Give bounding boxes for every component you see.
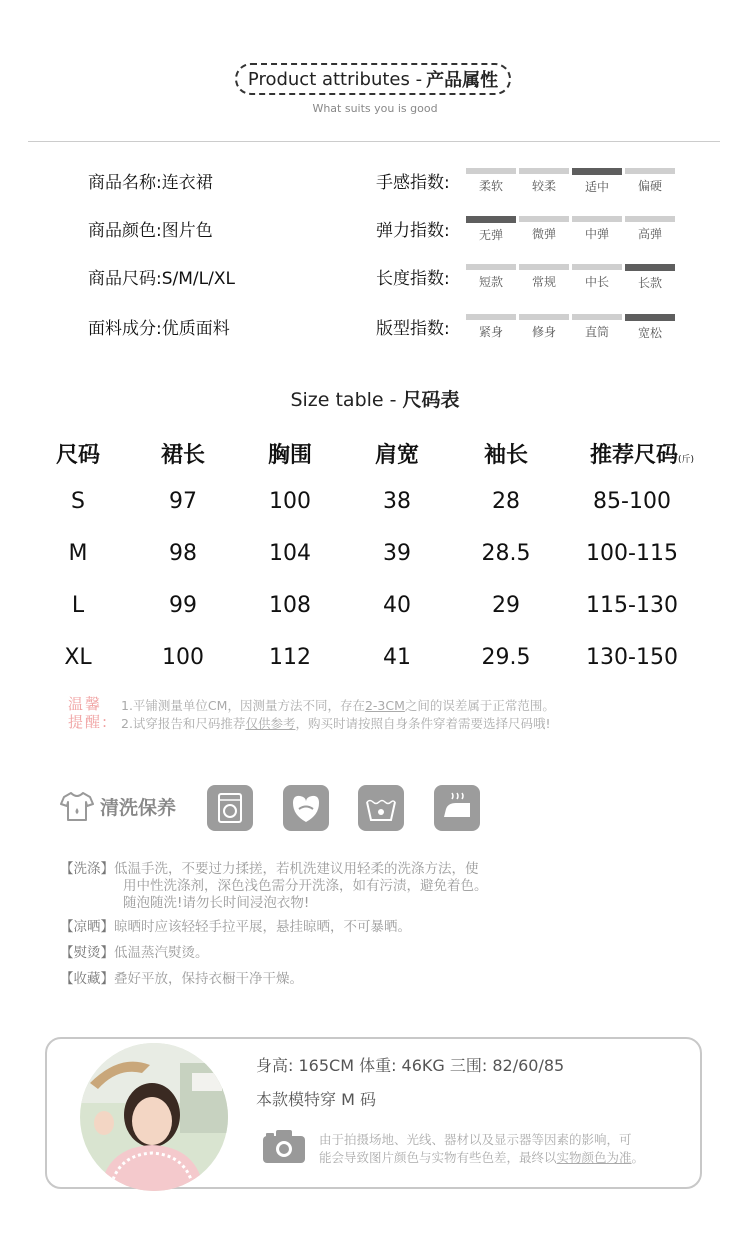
table-cell: 108 xyxy=(269,593,311,618)
care-iron-line xyxy=(60,941,209,961)
scale-bar xyxy=(572,314,622,320)
scale-option xyxy=(625,216,675,242)
tip-line-2 xyxy=(121,714,550,732)
tip-text: ，购买时请按照自身条件穿着需要选择尺码哦! xyxy=(295,716,551,731)
iron-icon xyxy=(434,785,480,831)
scale-bar xyxy=(519,216,569,222)
scale-option-label: 柔软 xyxy=(478,179,503,193)
table-cell: 100-115 xyxy=(586,541,678,566)
care-wash-line-3: 随泡随洗!请勿长时间浸泡衣物! xyxy=(123,895,310,911)
table-cell: 100 xyxy=(162,645,204,670)
table-cell: 115-130 xyxy=(586,593,678,618)
table-cell: 40 xyxy=(383,593,411,618)
scale-option-label: 高弹 xyxy=(637,227,662,241)
scale-option xyxy=(519,168,569,194)
model-photo xyxy=(80,1043,228,1191)
table-cell: 97 xyxy=(169,489,197,514)
recommended-label: 推荐尺码 xyxy=(589,443,678,468)
attr-color: 商品颜色:图片色 xyxy=(88,221,213,241)
scale-option xyxy=(519,264,569,290)
camera-icon xyxy=(262,1128,306,1168)
care-text: 低温手洗，不要过力揉搓，若机洗建议用轻柔的洗涤方法，使 xyxy=(114,861,479,877)
table-cell: XL xyxy=(64,645,92,670)
care-text: 低温蒸汽熨烫。 xyxy=(114,945,209,961)
table-cell: S xyxy=(71,489,85,514)
scale-option-label: 适中 xyxy=(584,180,609,194)
scale-bar-selected xyxy=(466,216,516,223)
table-cell: 104 xyxy=(269,541,311,566)
scale-option-label: 中弹 xyxy=(584,227,609,241)
scale-option-label: 较柔 xyxy=(531,179,556,193)
tip-text: 1.平铺测量单位CM，因测量方法不同，存在 xyxy=(121,698,365,713)
scale-bar xyxy=(466,264,516,270)
scale-option-label: 修身 xyxy=(531,325,556,339)
table-cell: 100 xyxy=(269,489,311,514)
size-table-title xyxy=(0,385,750,412)
col-header-shoulder: 肩宽 xyxy=(374,443,419,468)
table-cell: 98 xyxy=(169,541,197,566)
scale-bar xyxy=(572,216,622,222)
scale-option xyxy=(572,168,622,195)
care-key: 【凉晒】 xyxy=(60,919,114,935)
tip-text-underlined: 2-3CM xyxy=(364,698,405,713)
scale-bar xyxy=(572,264,622,270)
wash-basin-icon xyxy=(358,785,404,831)
scale-elasticity-label: 弹力指数: xyxy=(376,221,450,241)
scale-bar-selected xyxy=(572,168,622,175)
scale-option-label: 长款 xyxy=(637,276,662,290)
scale-bar-selected xyxy=(625,314,675,321)
scale-option-label: 偏硬 xyxy=(637,179,662,193)
attr-fabric: 面料成分:优质面料 xyxy=(88,319,230,339)
attr-name: 商品名称:连衣裙 xyxy=(88,173,213,193)
scale-option-label: 紧身 xyxy=(478,325,503,339)
scale-bar xyxy=(466,314,516,320)
table-cell: L xyxy=(71,593,85,618)
scale-bar xyxy=(625,168,675,174)
recommended-unit: (斤) xyxy=(677,455,695,465)
table-cell: 41 xyxy=(383,645,411,670)
scale-option-label: 中长 xyxy=(584,275,609,289)
tip-tag-line1: 温馨 xyxy=(68,695,103,713)
scale-option-label: 宽松 xyxy=(637,326,662,340)
scale-option xyxy=(466,216,516,243)
attr-size: 商品尺码:S/M/L/XL xyxy=(88,269,235,289)
scale-option xyxy=(466,264,516,290)
care-key: 【收藏】 xyxy=(60,971,114,987)
table-cell: 29 xyxy=(492,593,520,618)
tip-tag-line2: 提醒: xyxy=(68,713,110,731)
col-header-size: 尺码 xyxy=(55,443,100,468)
scale-bar xyxy=(519,314,569,320)
divider xyxy=(28,141,720,142)
scale-option xyxy=(625,168,675,194)
table-cell: 112 xyxy=(269,645,311,670)
care-heading xyxy=(60,790,176,822)
title-en: Product attributes - xyxy=(247,68,423,90)
section-title-pill xyxy=(235,63,511,95)
col-header-recommended xyxy=(567,438,717,469)
table-cell: 28.5 xyxy=(481,541,531,566)
size-title-cn: 尺码表 xyxy=(402,389,460,411)
scale-bar xyxy=(625,216,675,222)
scale-bar-selected xyxy=(625,264,675,271)
scale-bar xyxy=(466,168,516,174)
col-header-length: 裙长 xyxy=(160,443,205,468)
scale-bar xyxy=(519,264,569,270)
care-text: 晾晒时应该轻轻手拉平展，悬挂晾晒，不可暴晒。 xyxy=(114,919,411,935)
disclaimer-line-1: 由于拍摄场地、光线、器材以及显示器等因素的影响，可 xyxy=(319,1132,632,1147)
washing-machine-icon xyxy=(207,785,253,831)
scale-option-label: 无弹 xyxy=(478,228,503,242)
table-cell: 38 xyxy=(383,489,411,514)
disclaimer-text: 。 xyxy=(631,1150,645,1165)
care-key: 【洗涤】 xyxy=(60,861,114,877)
disclaimer-line-2 xyxy=(319,1149,644,1167)
col-header-bust: 胸围 xyxy=(267,443,312,468)
scale-option xyxy=(572,216,622,242)
tip-line-1 xyxy=(121,696,555,714)
table-cell: 85-100 xyxy=(593,489,671,514)
scale-option-label: 短款 xyxy=(478,275,503,289)
model-wears-size: 本款模特穿 M 码 xyxy=(256,1090,376,1109)
scale-hand-feel-label: 手感指数: xyxy=(376,173,450,193)
table-cell: 29.5 xyxy=(481,645,531,670)
scale-option xyxy=(625,264,675,291)
scale-option xyxy=(466,314,516,340)
scale-option xyxy=(572,264,622,290)
scale-option-label: 微弹 xyxy=(531,227,556,241)
disclaimer-text: 能会导致图片颜色与实物有些色差，最终以 xyxy=(319,1150,557,1165)
disclaimer-text-underlined: 实物颜色为准 xyxy=(556,1150,632,1165)
tip-text-underlined: 仅供参考 xyxy=(245,716,296,731)
care-text: 叠好平放，保持衣橱干净干燥。 xyxy=(114,971,303,987)
care-store-line xyxy=(60,967,303,987)
scale-option xyxy=(572,314,622,340)
scale-fit-label: 版型指数: xyxy=(376,319,450,339)
care-dry-line xyxy=(60,915,411,935)
tip-text: 之间的误差属于正常范围。 xyxy=(404,698,555,713)
scale-option xyxy=(519,314,569,340)
model-stats: 身高: 165CM 体重: 46KG 三围: 82/60/85 xyxy=(256,1056,565,1075)
care-wash-line-2: 用中性洗涤剂，深色浅色需分开洗涤，如有污渍，避免着色。 xyxy=(123,878,488,894)
scale-option-label: 常规 xyxy=(531,275,556,289)
tip-text: 2.试穿报告和尺码推荐 xyxy=(121,716,246,731)
table-cell: 130-150 xyxy=(586,645,678,670)
table-cell: 99 xyxy=(169,593,197,618)
scale-option-label: 直筒 xyxy=(584,325,609,339)
tshirt-icon xyxy=(60,790,94,822)
table-cell: M xyxy=(68,541,88,566)
hand-wash-icon xyxy=(283,785,329,831)
care-key: 【熨烫】 xyxy=(60,945,114,961)
title-cn: 产品属性 xyxy=(426,70,499,91)
scale-option xyxy=(519,216,569,242)
scale-option xyxy=(466,168,516,194)
col-header-sleeve: 袖长 xyxy=(483,443,528,468)
subtitle: What suits you is good xyxy=(312,102,438,115)
size-title-en: Size table - xyxy=(290,389,403,411)
care-heading-text: 清洗保养 xyxy=(100,796,177,819)
table-cell: 28 xyxy=(492,489,520,514)
scale-bar xyxy=(519,168,569,174)
scale-option xyxy=(625,314,675,341)
scale-length-label: 长度指数: xyxy=(376,269,450,289)
table-cell: 39 xyxy=(383,541,411,566)
